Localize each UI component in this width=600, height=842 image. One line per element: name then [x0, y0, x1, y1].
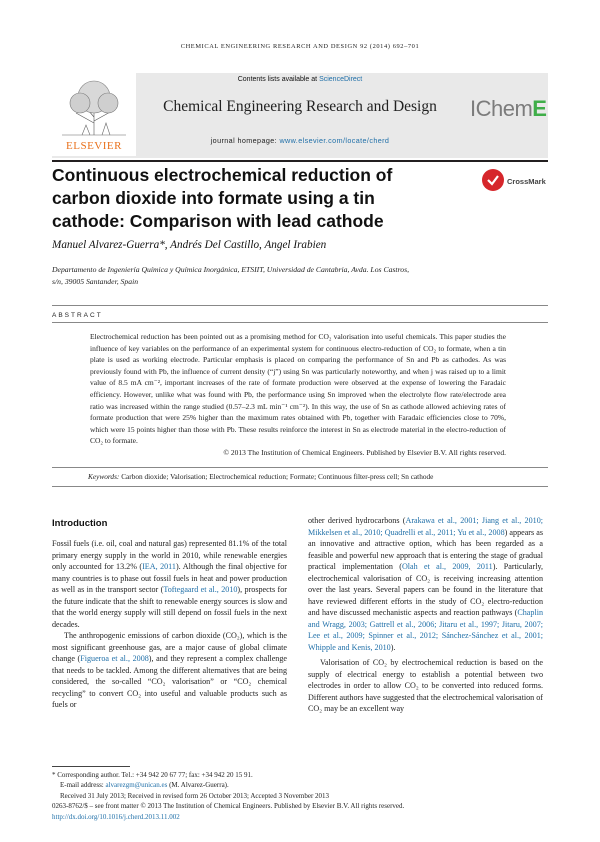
contents-prefix: Contents lists available at	[237, 76, 320, 83]
corresponding-author-note: * Corresponding author. Tel.: +34 942 20 67 77; fax: +34 942 20 15 91.	[52, 771, 253, 779]
email-label: E-mail address:	[60, 781, 106, 790]
section-heading-introduction: Introduction	[52, 518, 108, 529]
paragraph	[52, 538, 287, 630]
citation-link[interactable]: Olah et al., 2009, 2011	[401, 562, 493, 571]
body-column-left	[52, 538, 287, 711]
affiliation	[52, 264, 548, 288]
paragraph	[308, 657, 543, 715]
elsevier-wordmark: ELSEVIER	[66, 140, 122, 152]
abstract-rule-top	[52, 305, 548, 306]
keywords-rule-top	[52, 467, 548, 468]
keywords-label: Keywords:	[88, 472, 120, 481]
citation-link[interactable]: Arakawa et al., 2001; Jiang et al., 2010; Mikkelsen et al., 2010; Quadrelli et al., 2011; Yu et al., 2008	[308, 516, 543, 537]
journal-homepage	[140, 136, 460, 145]
article-title: Continuous electrochemical reduction of carbon dioxide into formate using a tin cathode: Comparison with lead cathode	[52, 165, 393, 231]
crossmark-icon	[482, 169, 504, 191]
body-column-right	[308, 515, 543, 715]
issn-line: 0263-8762/$ – see front matter © 2013 The Institution of Chemical Engineers. Published by Elsevier B.V. All rights reserved.	[52, 802, 405, 811]
icheme-logo	[470, 96, 546, 122]
paragraph-text: ), prospects for the future indicate that the shift to renewable energy sources is slow and that the world energy supply will still depend on fossil fuels in the next decades.	[52, 585, 287, 629]
email-note	[52, 780, 548, 790]
header-divider	[52, 160, 548, 162]
paragraph-text: Valorisation of CO₂ by electrochemical reduction is based on the supply of electrical energy to establish a potential between two electrodes in order to allow CO₂ to be converted into reduced forms. Different authors have suggested that the electrochemical valorisation of CO₂ may be an excellent way	[308, 658, 543, 713]
received-dates: Received 31 July 2013; Received in revised form 26 October 2013; Accepted 3 November 2013	[60, 791, 330, 800]
journal-title: Chemical Engineering Research and Design	[163, 98, 437, 115]
doi-link[interactable]: http://dx.doi.org/10.1016/j.cherd.2013.11.002	[52, 812, 180, 821]
citation-link[interactable]: IEA, 2011	[142, 562, 176, 571]
abstract-body	[90, 331, 506, 459]
keywords-rule-bottom	[52, 486, 548, 487]
contents-availability	[140, 76, 460, 83]
homepage-prefix: journal homepage:	[210, 136, 280, 145]
abstract-paragraph: Electrochemical reduction has been pointed out as a promising method for CO₂ valorisation into useful chemicals. This paper studies the influence of key variables on the performance of an experimental system for continuous electro-reduction of CO₂ to formate, when a tin plate is used as working electrode. Particular emphasis is placed on comparing the performance of Sn and Pb as cathodes. As was previously found with Pb, the influence of current density (“j”) using Sn was particularly noteworthy, and when j was raised up to a limit value of 8.5 mA cm⁻², important increases of the rate of formate production were observed at the expense of lowering the Faradaic efficiency. However, unlike what was found with Pb, the performance using Sn improved when the electrolyte flow rate/electrode area ratio was increased within the range studied (0.57–2.3 mL min⁻¹ cm⁻²). In this way, the use of Sn as cathode allowed achieving rates of formate production that were 25% higher than the maximum rates obtained with Pb, together with Faradaic efficiencies close to 70%, which were 15 points higher than those with Pb. These results reinforce the interest in Sn as electrode material in the electro-reduction of CO₂ to formate.	[90, 332, 506, 446]
paragraph-text: ). Particularly, electrochemical valorisation of CO₂ is receiving increasing attention over the last years. Several papers can be found in the literature that have reviewed different efforts in the study of CO₂ electro-reduction and have discussed mechanistic aspects and reaction pathways (	[308, 562, 543, 617]
paragraph-text: Fossil fuels (i.e. oil, coal and natural gas) represented 81.1% of the total primary energy supply in the world in 2010, while renewable energies only accounted for 13.2% (	[52, 539, 287, 571]
paragraph-text: other derived hydrocarbons (	[308, 516, 406, 525]
abstract-copyright: © 2013 The Institution of Chemical Engineers. Published by Elsevier B.V. All rights reserved.	[223, 447, 506, 457]
icheme-logo-text: IChem	[470, 96, 533, 121]
abstract-heading: ABSTRACT	[52, 312, 103, 319]
citation-link[interactable]: Toftegaard et al., 2010	[163, 585, 238, 594]
affiliation-line-1: Departamento de Ingeniería Química y Química Inorgánica, ETSIIT, Universidad de Cantabria, Avda. Los Castros,	[52, 265, 410, 274]
email-link[interactable]: alvarezgm@unican.es	[105, 781, 168, 790]
keywords	[88, 472, 548, 481]
homepage-link[interactable]: www.elsevier.com/locate/cherd	[279, 136, 390, 145]
paragraph-text: ) appears as an innovative and attractive option, which has been regarded as a feasible and powerful new approach that is entering the stage of gradual practical implementation (	[308, 527, 544, 571]
citation-link[interactable]: Chaplin and Wragg, 2003; Gattrell et al., 2006; Jitaru et al., 1997; Jitaru, 2007; Lee et al., 2009; Spinner et al., 2012; Sánchez-Sánchez et al., 2001; Whipple and Kenis, 2010	[308, 608, 543, 652]
running-head: CHEMICAL ENGINEERING RESEARCH AND DESIGN 92 (2014) 692–701	[180, 43, 420, 50]
paragraph-text: The anthropogenic emissions of carbon dioxide (CO₂), which is the most significant greenhouse gas, are a major cause of global climate change (	[52, 631, 287, 663]
paragraph	[52, 630, 287, 711]
affiliation-line-2: s/n, 39005 Santander, Spain	[52, 277, 139, 286]
sciencedirect-link[interactable]: ScienceDirect	[319, 76, 363, 83]
paragraph	[308, 515, 543, 653]
crossmark-badge[interactable]	[480, 167, 550, 193]
paragraph-text: ), and they represent a complex challenge that needs to be tackled. Among the different alternatives that are being considered, the so-called “CO₂ valorisation” or “CO₂ chemical recycling” to convert CO₂ into useful and valuable products such as fuels or	[52, 654, 287, 709]
keywords-list: Carbon dioxide; Valorisation; Electrochemical reduction; Formate; Continuous filter-press cell; Sn cathode	[121, 472, 434, 481]
paragraph-text: ).	[390, 642, 396, 652]
icheme-logo-e: E	[532, 96, 547, 121]
email-owner: (M. Alvarez-Guerra).	[167, 781, 229, 790]
citation-link[interactable]: Figueroa et al., 2008	[80, 654, 149, 663]
author-list: Manuel Alvarez-Guerra*, Andrés Del Castillo, Angel Irabien	[52, 239, 327, 251]
footnotes	[52, 770, 548, 822]
crossmark-label: CrossMark	[507, 177, 546, 186]
footnote-divider	[52, 766, 130, 767]
elsevier-logo	[52, 73, 136, 156]
paragraph-text: ). Although the final objective for many countries is to phase out fossil fuels in heat and power production as well as in the transport sector (	[52, 562, 287, 594]
abstract-rule-under-heading	[52, 322, 548, 323]
